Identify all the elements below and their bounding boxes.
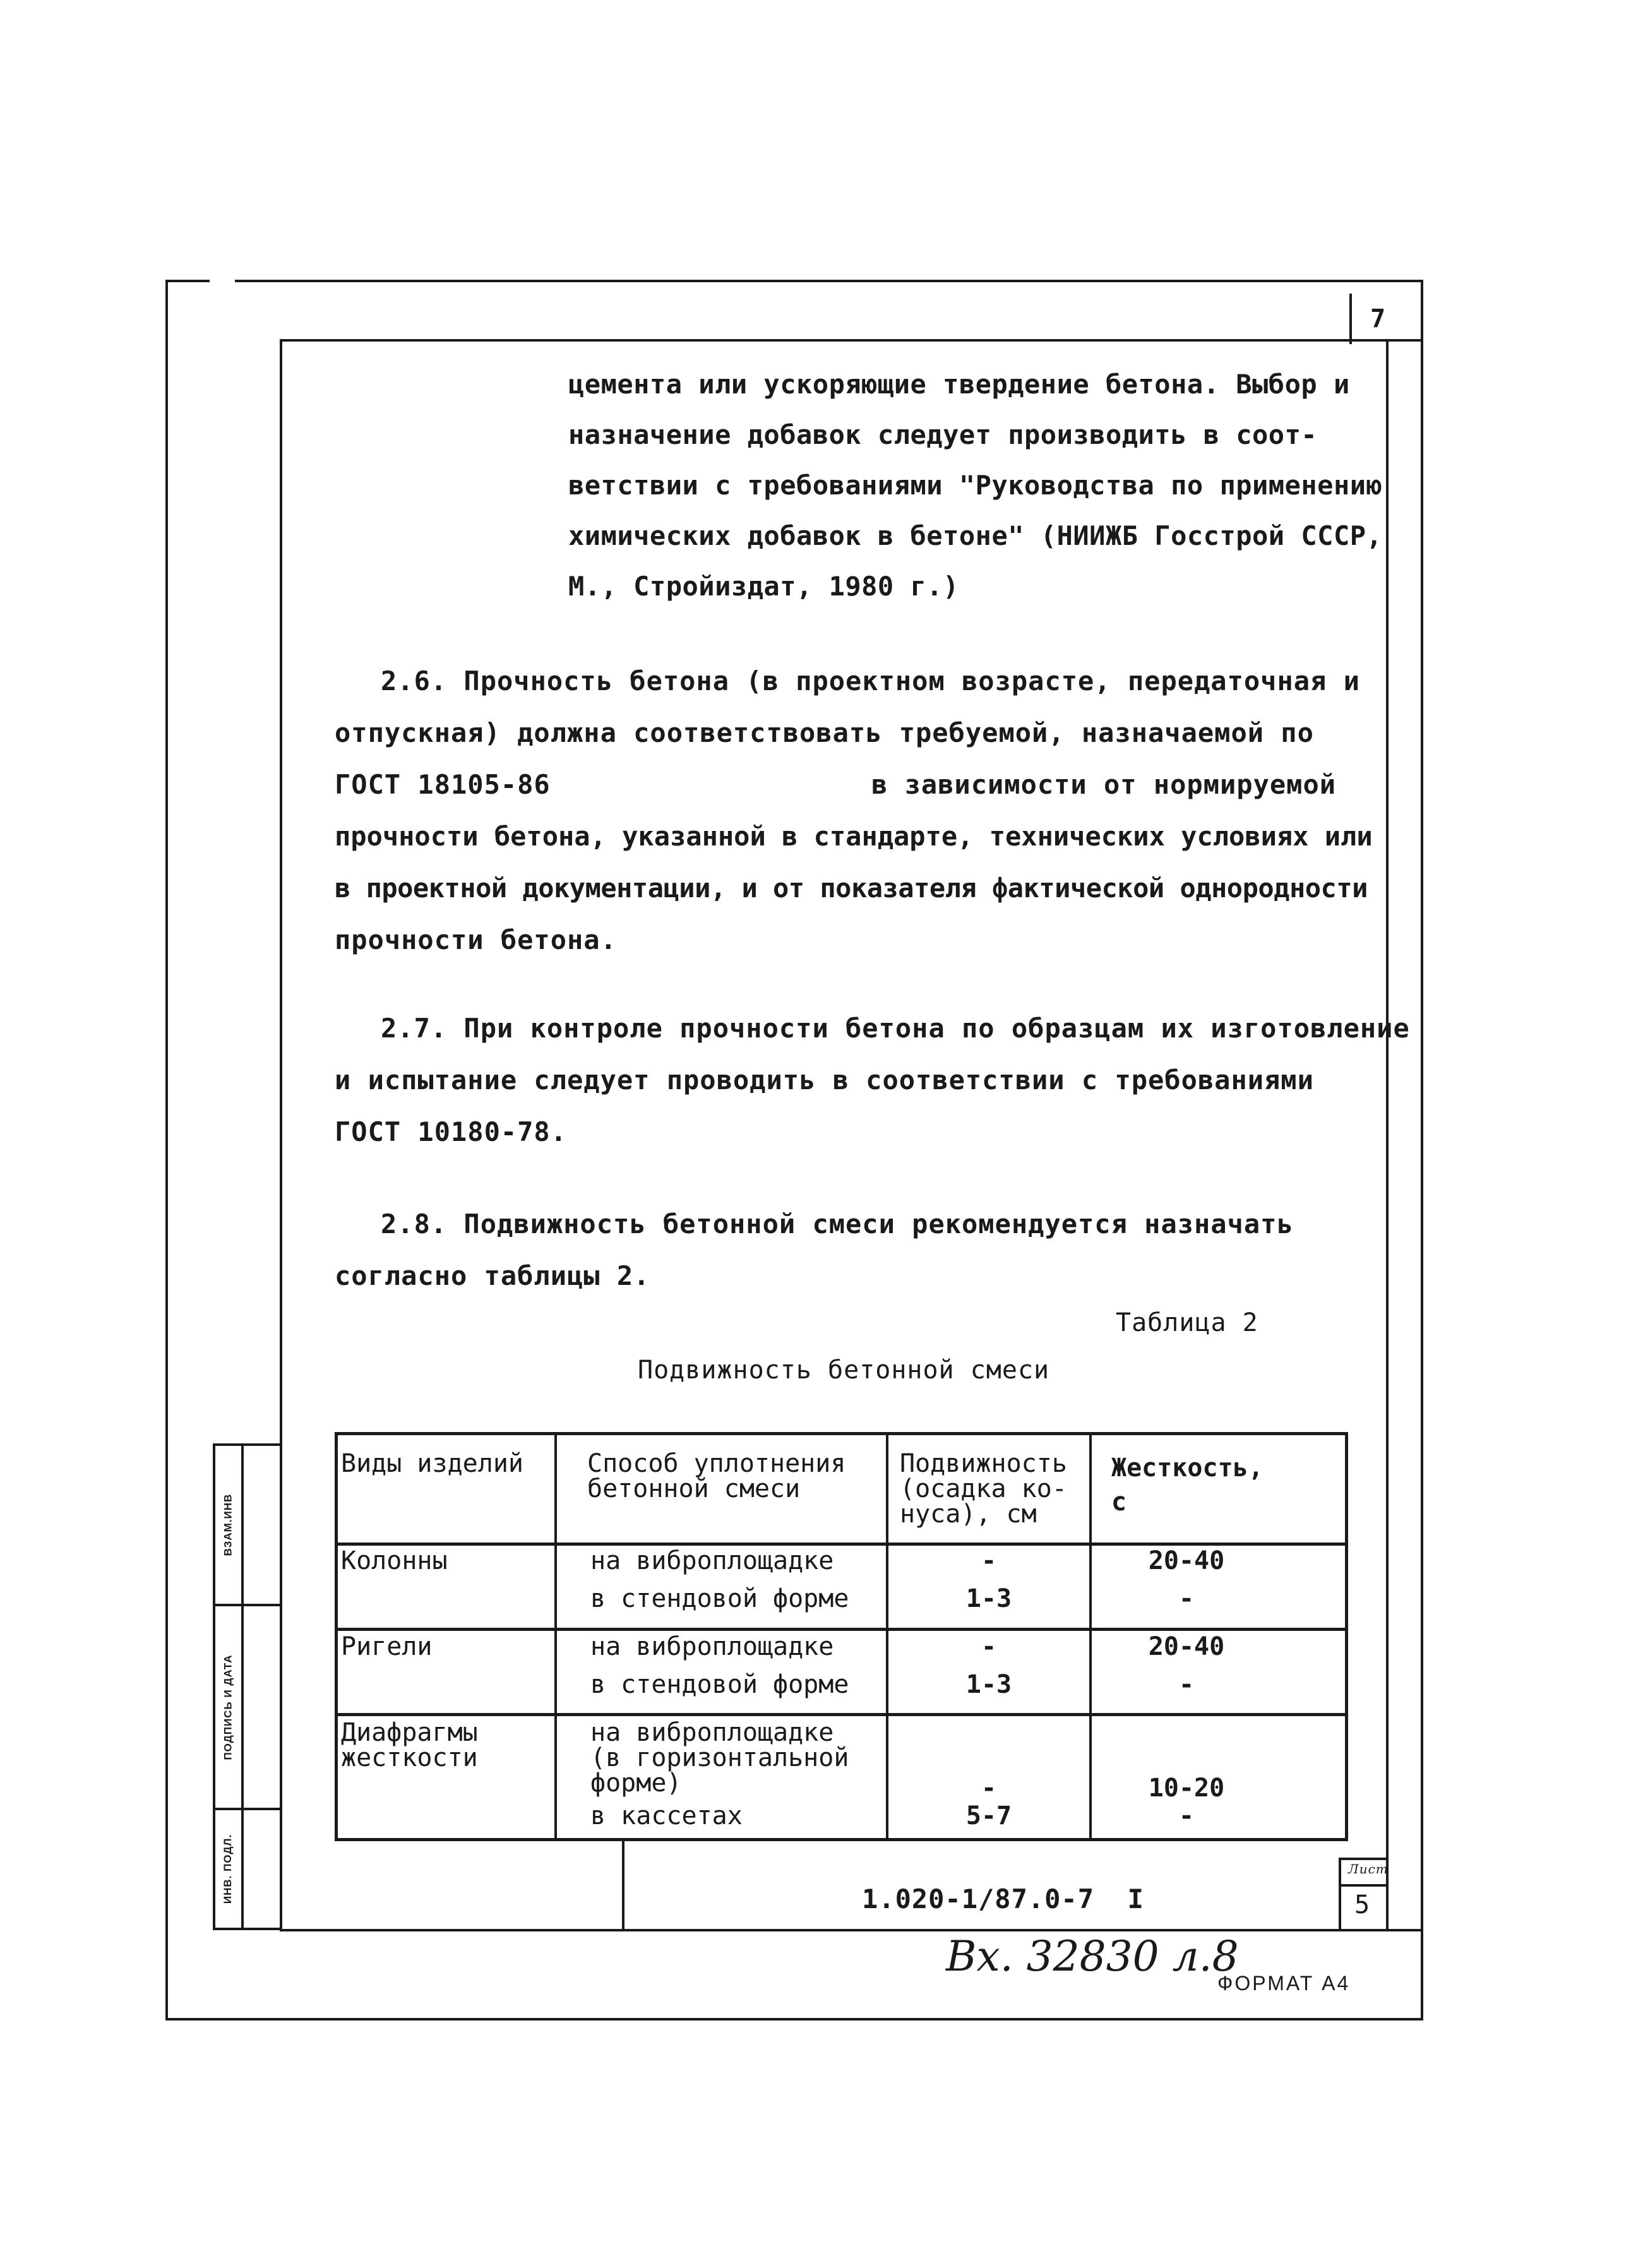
table-cell-product: Ригели	[341, 1632, 433, 1661]
side-stamp-cell-original	[215, 1810, 241, 1928]
table-cell-product: Диафрагмы жесткости	[341, 1718, 478, 1772]
stamp-sheet-box-left	[1339, 1858, 1341, 1930]
stamp-sheet-label: Лист	[1348, 1861, 1389, 1877]
table-cell-mobility: -	[981, 1632, 997, 1661]
stamp-sheet-number: 5	[1354, 1890, 1371, 1919]
table-cell-method: на виброплощадке	[590, 1546, 834, 1575]
paragraph-2-8-line-1: 2.8. Подвижность бетонной смеси рекомендуется назначать	[381, 1209, 1294, 1239]
paragraph-2-8-line-2: согласно таблицы 2.	[335, 1260, 650, 1291]
table-cell-rigidity: 20-40	[1148, 1546, 1225, 1575]
table-cell-rigidity: -	[1178, 1584, 1195, 1613]
stamp-sheet-box-mid	[1339, 1884, 1388, 1887]
side-stamp-cell-signature	[215, 1606, 241, 1808]
table-col-line-1	[554, 1432, 557, 1841]
inner-frame-left	[280, 339, 282, 1930]
inner-frame-bottom	[280, 1929, 1421, 1931]
inner-frame-top	[280, 339, 1421, 342]
table-row-line-3	[335, 1713, 1348, 1716]
outer-frame-top	[235, 280, 1422, 282]
outer-frame-top-left-dash	[165, 280, 210, 282]
handwritten-incoming-number: Вх. 32830 л.8	[946, 1932, 1239, 1981]
paragraph-2-6-line-5: в проектной документации, и от показателя фактической однородности	[335, 873, 1368, 904]
format-label: ФОРМАТ А4	[1217, 1972, 1351, 1995]
table-border-left	[335, 1432, 338, 1841]
table-header-method: Способ уплотнения бетонной смеси	[587, 1449, 846, 1503]
table-header-mobility: Подвижность (осадка ко- нуса), см	[900, 1449, 1067, 1529]
table-cell-method: (в горизонтальной	[590, 1743, 849, 1772]
side-stamp-label: ВЗАМ.ИНВ	[222, 1493, 234, 1556]
table-cell-product: Колонны	[341, 1546, 448, 1575]
inner-frame-right	[1386, 339, 1389, 1929]
outer-frame-left	[165, 280, 168, 2020]
paragraph-2-6-line-3b: в зависимости от нормируемой	[871, 769, 1337, 800]
paragraph-cont-line-2: назначение добавок следует производить в соот-	[568, 419, 1318, 450]
side-stamp-cell-substitution	[215, 1446, 241, 1604]
paragraph-2-7-line-2: и испытание следует проводить в соответствии с требованиями	[335, 1065, 1314, 1095]
table-cell-method: форме)	[590, 1769, 682, 1798]
table-border-right	[1345, 1432, 1348, 1841]
paragraph-2-6-line-2: отпускная) должна соответствовать требуемой, назначаемой по	[335, 717, 1314, 748]
side-stamp-bottom	[213, 1928, 282, 1930]
paragraph-2-6-line-3a: ГОСТ 18105-86	[335, 769, 551, 800]
table-border-bottom	[335, 1838, 1348, 1841]
paragraph-2-6-line-4: прочности бетона, указанной в стандарте, технических условиях или	[335, 821, 1373, 852]
stamp-document-code: 1.020-1/87.0-7 I	[862, 1883, 1144, 1914]
side-stamp-label: ПОДПИСЬ И ДАТА	[222, 1654, 234, 1760]
table-cell-rigidity: -	[1178, 1670, 1195, 1699]
table-label: Таблица 2	[1116, 1308, 1258, 1337]
side-stamp-mid	[241, 1443, 244, 1930]
paragraph-cont-line-5: М., Стройиздат, 1980 г.)	[568, 571, 959, 602]
table-cell-method: на виброплощадке	[590, 1718, 834, 1747]
page-number-top: 7	[1370, 304, 1387, 333]
table-row-line-2	[335, 1628, 1348, 1631]
table-cell-rigidity: 10-20	[1148, 1774, 1225, 1803]
stamp-sheet-box-top	[1339, 1858, 1388, 1860]
paragraph-cont-line-3: ветствии с требованиями "Руководства по применению	[568, 470, 1383, 501]
paragraph-2-7-line-3: ГОСТ 10180-78.	[335, 1116, 568, 1147]
paragraph-2-7-line-1: 2.7. При контроле прочности бетона по образцам их изготовление	[381, 1013, 1410, 1044]
table-cell-rigidity: -	[1178, 1801, 1195, 1830]
paragraph-cont-line-1: цемента или ускоряющие твердение бетона. Выбор и	[568, 369, 1350, 400]
outer-frame-bottom	[165, 2018, 1423, 2020]
table-cell-method: в стендовой форме	[590, 1670, 849, 1699]
table-header-rigidity: Жесткость, с	[1111, 1453, 1264, 1517]
table-cell-rigidity: 20-40	[1148, 1632, 1225, 1661]
table-title: Подвижность бетонной смеси	[638, 1356, 1050, 1385]
table-cell-method: в кассетах	[590, 1801, 743, 1830]
page-number-box-left	[1349, 294, 1352, 344]
table-cell-mobility: 1-3	[965, 1584, 1012, 1613]
table-cell-mobility: 1-3	[965, 1670, 1012, 1699]
paragraph-2-6-line-6: прочности бетона.	[335, 924, 617, 955]
stamp-left-divider	[622, 1841, 624, 1930]
table-cell-method: в стендовой форме	[590, 1584, 849, 1613]
paragraph-cont-line-4: химических добавок в бетоне" (НИИЖБ Госстрой СССР,	[568, 520, 1383, 551]
table-row-line-1	[335, 1543, 1348, 1546]
table-cell-mobility: -	[981, 1774, 997, 1803]
table-header-product: Виды изделий	[341, 1449, 523, 1478]
outer-frame-right	[1421, 280, 1423, 2020]
table-cell-mobility: -	[981, 1546, 997, 1575]
table-cell-mobility: 5-7	[965, 1801, 1012, 1830]
table-cell-method: на виброплощадке	[590, 1632, 834, 1661]
side-stamp-label: ИНВ. ПОДЛ.	[222, 1834, 234, 1904]
paragraph-2-6-line-1: 2.6. Прочность бетона (в проектном возрасте, передаточная и	[381, 665, 1360, 696]
table-border-top	[335, 1432, 1348, 1435]
